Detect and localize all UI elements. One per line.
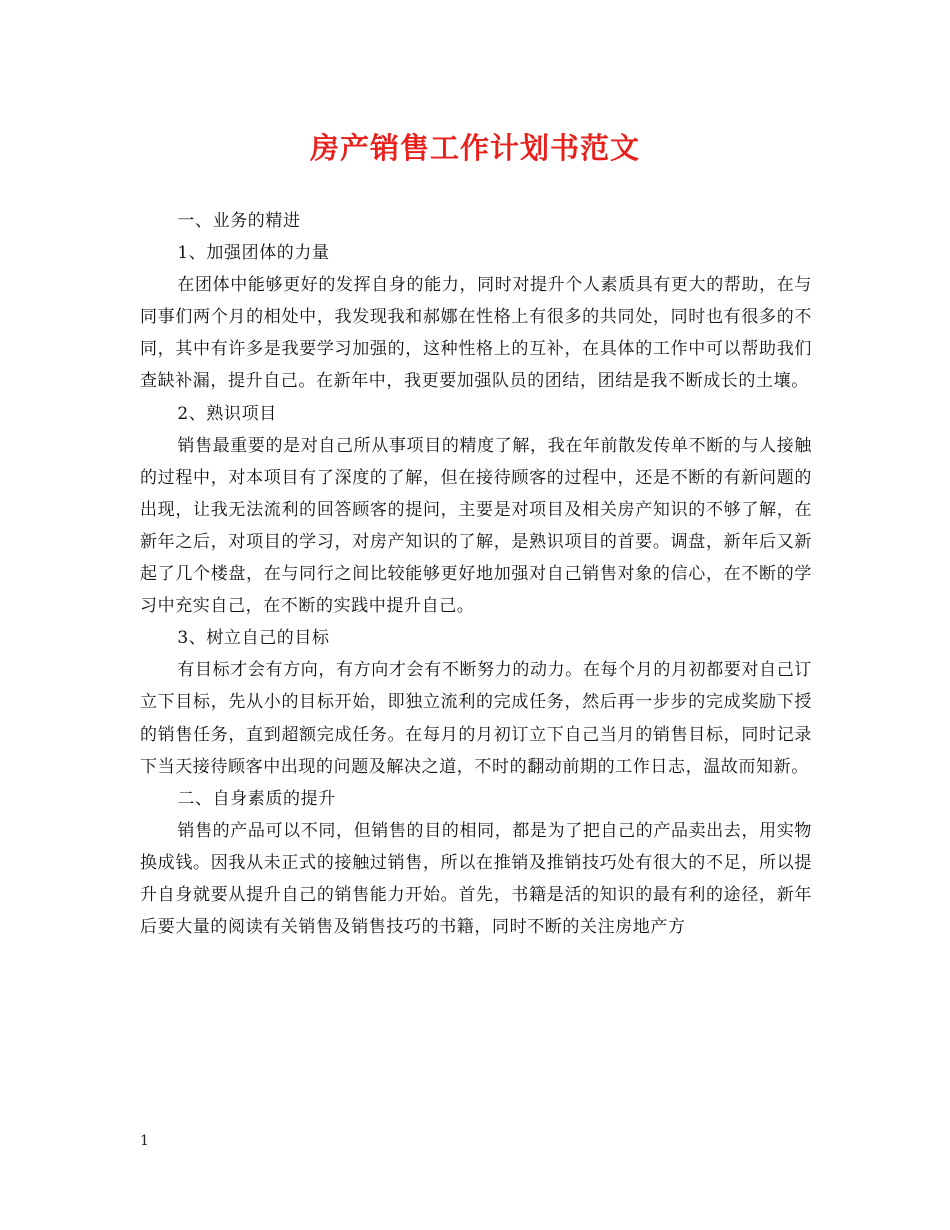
page-number: 1 (140, 1133, 149, 1149)
body-paragraph: 有目标才会有方向，有方向才会有不断努力的动力。在每个月的月初都要对自己订立下目标，先从小的目标开始，即独立流利的完成任务，然后再一步步的完成奖励下授的销售任务，直到超额完成任务。在每月的月初订立下自己当月的销售目标，同时记录下当天接待顾客中出现的问题及解决之道，不时的翻动前期的工作日志，温故而知新。 (140, 660, 812, 777)
section-heading: 二、自身素质的提升 (177, 788, 336, 809)
document-body (140, 205, 812, 943)
body-paragraph: 销售的产品可以不同，但销售的目的相同，都是为了把自己的产品卖出去，用实物换成钱。因我从未正式的接触过销售，所以在推销及推销技巧处有很大的不足，所以提升自身就要从提升自己的销售能力开始。首先，书籍是活的知识的最有利的途径，新年后要大量的阅读有关销售及销售技巧的书籍，同时不断的关注房地产方 (140, 820, 812, 938)
subsection-heading: 1、加强团体的力量 (177, 243, 330, 264)
document-title: 房产销售工作计划书范文 (309, 131, 640, 165)
body-paragraph: 在团体中能够更好的发挥自身的能力，同时对提升个人素质具有更大的帮助，在与同事们两个月的相处中，我发现我和郝娜在性格上有很多的共同处，同时也有很多的不同，其中有许多是我要学习加强的，这种性格上的互补，在具体的工作中可以帮助我们查缺补漏，提升自己。在新年中，我更要加强队员的团结，团结是我不断成长的土壤。 (140, 275, 812, 392)
subsection-heading: 2、熟识项目 (177, 403, 277, 424)
body-paragraph: 销售最重要的是对自己所从事项目的精度了解，我在年前散发传单不断的与人接触的过程中，对本项目有了深度的了解，但在接待顾客的过程中，还是不断的有新问题的出现，让我无法流利的回答顾客的提问，主要是对项目及相关房产知识的不够了解，在新年之后，对项目的学习，对房产知识的了解，是熟识项目的首要。调盘，新年后又新起了几个楼盘，在与同行之间比较能够更好地加强对自己销售对象的信心，在不断的学习中充实自己，在不断的实践中提升自己。 (140, 435, 812, 617)
subsection-heading: 3、树立自己的目标 (177, 628, 330, 649)
section-heading: 一、业务的精进 (177, 211, 301, 231)
